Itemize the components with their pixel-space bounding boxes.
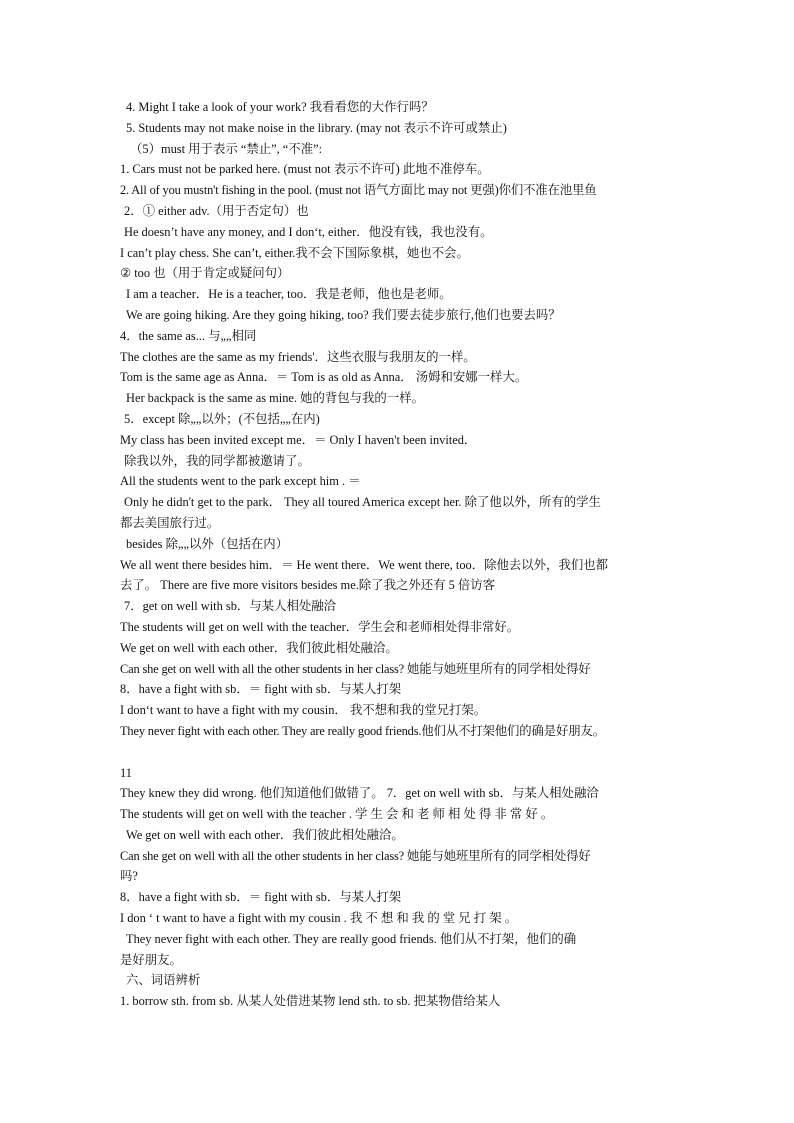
text-line: 是好朋友。 — [120, 952, 182, 967]
text-line: The students will get on well with the teacher．学生会和老师相处得非常好。 — [120, 619, 520, 634]
text-line: （5）must 用于表示 “禁止”, “不准”: — [130, 141, 323, 156]
text-line: 2．① either adv.（用于否定句）也 — [124, 203, 309, 218]
text-line: 2. All of you mustn't fishing in the pool. (must not 语气方面比 may not 更强)你们不准在池里鱼 — [120, 183, 597, 198]
text-line: The clothes are the same as my friends'．这些衣服与我朋友的一样。 — [120, 349, 476, 364]
section-number: 11 — [120, 765, 132, 780]
text-line: Tom is the same age as Anna．＝ Tom is as old as Anna． 汤姆和安娜一样大。 — [120, 370, 528, 385]
text-line: They knew they did wrong. 他们知道他们做错了。 7．get on well with sb．与某人相处融洽 — [120, 786, 599, 801]
text-line: besides 除„„以外（包括在内） — [126, 536, 289, 551]
text-line: All the students went to the park except him . ＝ — [120, 474, 361, 489]
text-line: They never fight with each other. They are really good friends. 他们从不打架，他们的确 — [126, 931, 577, 946]
text-line: 除我以外，我的同学都被邀请了。 — [124, 453, 310, 468]
text-line: We get on well with each other．我们彼此相处融洽。 — [120, 640, 398, 655]
document-body — [120, 97, 676, 1012]
text-line: 1. borrow sth. from sb. 从某人处借进某物 lend sth. to sb. 把某物借给某人 — [120, 994, 501, 1009]
text-line: 8．have a fight with sb．＝ fight with sb．与某人打架 — [120, 682, 402, 697]
text-line: ② too 也（用于肯定或疑问句） — [120, 266, 290, 281]
text-line: 5．except 除„„以外；(不包括„„在内) — [124, 411, 320, 426]
blank-line — [120, 742, 676, 763]
text-line: I don ‘ t want to have a fight with my cousin . 我 不 想 和 我 的 堂 兄 打 架 。 — [120, 911, 518, 926]
text-line: 吗? — [120, 869, 138, 884]
text-line: I don‘t want to have a fight with my cousin． 我不想和我的堂兄打架。 — [120, 703, 487, 718]
text-line: I am a teacher．He is a teacher, too．我是老师，他也是老师。 — [126, 287, 452, 302]
text-line: We all went there besides him．＝ He went there．We went there, too．除他去以外，我们也都 — [120, 557, 609, 572]
text-line: 7．get on well with sb．与某人相处融洽 — [124, 599, 337, 614]
text-line: 去了。 There are five more visitors besides me.除了我之外还有 5 倍访客 — [120, 578, 496, 593]
section-heading: 六、词语辨析 — [126, 973, 201, 988]
text-line: 4. Might I take a look of your work? 我看看您的大作行吗？ — [126, 100, 434, 114]
text-line: Can she get on well with all the other students in her class? 她能与她班里所有的同学相处得好 — [120, 661, 591, 676]
text-line: 4．the same as... 与„„相同 — [120, 328, 257, 343]
text-line: I can’t play chess. She can’t, either.我不会下国际象棋，她也不会。 — [120, 245, 469, 260]
text-line: They never fight with each other. They are really good friends.他们从不打架他们的确是好朋友。 — [120, 723, 605, 738]
text-line: 5. Students may not make noise in the library. (may not 表示不许可或禁止) — [126, 120, 507, 135]
text-line: 都去美国旅行过。 — [120, 515, 220, 530]
text-line: We get on well with each other．我们彼此相处融洽。 — [126, 827, 404, 842]
text-line: My class has been invited except me．＝ Only I haven't been invited． — [120, 432, 477, 447]
text-line: Can she get on well with all the other students in her class? 她能与她班里所有的同学相处得好 — [120, 848, 591, 863]
text-line: He doesn’t have any money, and I don‘t, either．他没有钱，我也没有。 — [124, 224, 493, 239]
text-line: The students will get on well with the teacher . 学 生 会 和 老 师 相 处 得 非 常 好 。 — [120, 807, 554, 822]
text-line: Her backpack is the same as mine. 她的背包与我的一样。 — [126, 391, 424, 406]
text-line: 8．have a fight with sb．＝ fight with sb．与某人打架 — [120, 890, 402, 905]
text-line: We are going hiking. Are they going hiking, too? 我们要去徒步旅行,他们也要去吗？ — [126, 307, 561, 322]
text-line: 1. Cars must not be parked here. (must not 表示不许可) 此地不准停车。 — [120, 162, 490, 177]
text-line: Only he didn't get to the park． They all toured America except her. 除了他以外，所有的学生 — [124, 495, 601, 510]
